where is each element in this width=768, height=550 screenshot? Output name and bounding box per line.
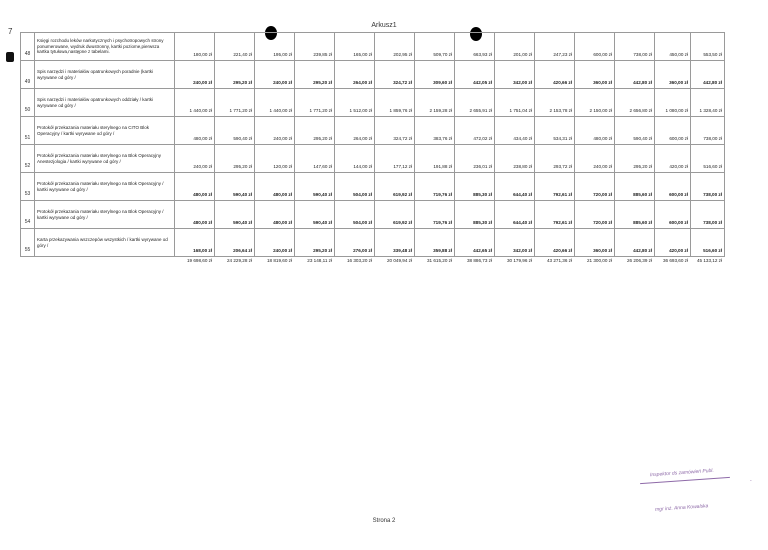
item-description: Protokół przekazania materiału sterylnego na Blok Operacyjny Anestezjologia / kartki wyrywane od góry / (35, 145, 175, 173)
table-row (21, 229, 725, 257)
price-cell: 309,60 zł (415, 61, 455, 89)
total-cell: 38 886,73 zł (466, 257, 492, 263)
price-cell: 516,60 zł (691, 229, 725, 257)
price-cell: 342,00 zł (495, 61, 535, 89)
price-cell: 480,00 zł (175, 117, 215, 145)
price-cell: 2 656,80 zł (615, 89, 655, 117)
price-cell: 177,12 zł (375, 145, 415, 173)
price-cell: 1 080,00 zł (655, 89, 691, 117)
table-row (21, 201, 725, 229)
price-cell: 738,00 zł (615, 33, 655, 61)
price-cell: 504,00 zł (335, 201, 375, 229)
price-cell: 295,20 zł (295, 117, 335, 145)
price-cell: 240,00 zł (255, 61, 295, 89)
price-cell: 600,00 zł (655, 201, 691, 229)
price-cell: 295,20 zł (215, 145, 255, 173)
table-row (21, 33, 725, 61)
price-cell: 1 771,20 zł (295, 89, 335, 117)
price-cell: 2 655,91 zł (455, 89, 495, 117)
page-footer: Strona 2 (372, 518, 396, 524)
item-description: Karta przekazywania wszczepów wszystkich / kartki wyrywane od góry / (35, 229, 175, 257)
price-cell: 885,30 zł (455, 173, 495, 201)
row-number: 48 (21, 33, 35, 61)
total-cell: 18 819,60 zł (266, 257, 292, 263)
price-cell: 236,01 zł (455, 145, 495, 173)
price-cell: 240,00 zł (175, 61, 215, 89)
table-row (21, 61, 725, 89)
price-cell: 534,31 zł (535, 117, 575, 145)
price-cell: 295,20 zł (215, 61, 255, 89)
price-cell: 247,23 zł (535, 33, 575, 61)
price-cell: 324,72 zł (375, 61, 415, 89)
price-cell: 293,72 zł (535, 145, 575, 173)
price-cell: 504,00 zł (335, 173, 375, 201)
price-cell: 240,00 zł (255, 229, 295, 257)
total-cell: 26 206,39 zł (626, 257, 652, 263)
price-cell: 885,30 zł (455, 201, 495, 229)
price-cell: 738,00 zł (691, 173, 725, 201)
item-description: Spis narzędzi i materiałów opatrunkowych poradnie (kartki wyrywane od góry / (35, 61, 175, 89)
price-cell: 792,61 zł (535, 201, 575, 229)
price-cell: 339,48 zł (375, 229, 415, 257)
price-cell: 360,00 zł (575, 61, 615, 89)
price-cell: 480,00 zł (175, 201, 215, 229)
page-number-mark: 7 (8, 27, 13, 36)
total-cell: 24 229,28 zł (226, 257, 252, 263)
price-cell: 644,40 zł (495, 173, 535, 201)
price-cell: 590,40 zł (215, 173, 255, 201)
total-cell: 30 179,96 zł (506, 257, 532, 263)
table-body (21, 33, 725, 257)
price-cell: 442,65 zł (455, 229, 495, 257)
price-cell: 450,00 zł (655, 33, 691, 61)
price-cell: 619,92 zł (375, 201, 415, 229)
price-cell: 619,92 zł (375, 173, 415, 201)
price-cell: 295,20 zł (295, 61, 335, 89)
price-cell: 442,05 zł (455, 61, 495, 89)
price-cell: 420,66 zł (535, 229, 575, 257)
price-cell: 168,00 zł (175, 229, 215, 257)
price-cell: 738,00 zł (691, 201, 725, 229)
price-cell: 295,20 zł (615, 145, 655, 173)
price-cell: 516,60 zł (691, 145, 725, 173)
price-cell: 383,76 zł (415, 117, 455, 145)
price-cell: 480,00 zł (175, 173, 215, 201)
total-cell: 43 271,36 zł (546, 257, 572, 263)
item-description: Protokół przekazania materiału sterylnego na CITO Blok Operacyjny / kartki wyrywane od góry / (35, 117, 175, 145)
price-cell: 420,00 zł (655, 145, 691, 173)
price-cell: 147,60 zł (295, 145, 335, 173)
price-cell: 720,00 zł (575, 201, 615, 229)
price-cell: 720,00 zł (575, 173, 615, 201)
price-cell: 590,40 zł (295, 173, 335, 201)
price-cell: 792,61 zł (535, 173, 575, 201)
stamp-text-bottom: mgr inż. Anna Kowalska (654, 503, 709, 513)
table-row (21, 145, 725, 173)
price-cell: 509,70 zł (415, 33, 455, 61)
total-cell: 36 693,60 zł (662, 257, 688, 263)
price-cell: 191,88 zł (415, 145, 455, 173)
price-cell: 324,72 zł (375, 117, 415, 145)
price-cell: 2 159,28 zł (415, 89, 455, 117)
price-cell: 420,66 zł (535, 61, 575, 89)
row-number: 54 (21, 201, 35, 229)
price-cell: 1 440,00 zł (255, 89, 295, 117)
price-table (20, 32, 725, 257)
item-description: Księgi rozchodu leków narkotycznych i psychotropowych strony ponumerowane, wydruk dwustronny, kartki poziome,pierwsza kartka tytułowa,następne z tabelami. (35, 33, 175, 61)
sheet-title: Arkusz1 (371, 22, 397, 29)
row-number: 50 (21, 89, 35, 117)
price-cell: 240,00 zł (575, 145, 615, 173)
price-cell: 480,00 zł (255, 201, 295, 229)
scan-spot (6, 52, 14, 62)
row-number: 49 (21, 61, 35, 89)
price-cell: 644,40 zł (495, 201, 535, 229)
price-cell: 472,02 zł (455, 117, 495, 145)
price-cell: 2 153,78 zł (535, 89, 575, 117)
price-cell: 480,00 zł (255, 173, 295, 201)
price-cell: 239,85 zł (295, 33, 335, 61)
price-cell: 180,00 zł (175, 33, 215, 61)
total-cell: 19 698,60 zł (186, 257, 212, 263)
item-description: Spis narzędzi i materiałów opatrunkowych oddziały / kartki wyrywane od góry / (35, 89, 175, 117)
stamp-tick: - (750, 478, 752, 484)
price-cell: 442,80 zł (691, 61, 725, 89)
item-description: Protokół przekazania materiału sterylnego na Blok Operacyjny / kartki wyrywane od góry / (35, 173, 175, 201)
price-cell: 590,40 zł (615, 117, 655, 145)
stamp-text-top: Inspektor ds zamówień Publ. (649, 467, 715, 479)
price-cell: 276,00 zł (335, 229, 375, 257)
price-cell: 221,40 zł (215, 33, 255, 61)
price-cell: 590,40 zł (215, 117, 255, 145)
price-cell: 295,20 zł (295, 229, 335, 257)
price-cell: 885,60 zł (615, 173, 655, 201)
row-number: 53 (21, 173, 35, 201)
price-cell: 359,88 zł (415, 229, 455, 257)
price-cell: 206,64 zł (215, 229, 255, 257)
price-cell: 342,00 zł (495, 229, 535, 257)
price-cell: 1 859,76 zł (375, 89, 415, 117)
total-cell: 21 300,00 zł (586, 257, 612, 263)
total-cell: 20 049,94 zł (386, 257, 412, 263)
price-cell: 885,60 zł (615, 201, 655, 229)
price-cell: 360,00 zł (575, 229, 615, 257)
price-cell: 663,93 zł (455, 33, 495, 61)
total-cell: 31 615,20 zł (426, 257, 452, 263)
price-cell: 195,00 zł (255, 33, 295, 61)
price-cell: 719,76 zł (415, 173, 455, 201)
price-cell: 144,00 zł (335, 145, 375, 173)
price-cell: 1 771,20 zł (215, 89, 255, 117)
price-cell: 1 751,04 zł (495, 89, 535, 117)
price-cell: 2 150,00 zł (575, 89, 615, 117)
price-cell: 120,00 zł (255, 145, 295, 173)
price-cell: 165,00 zł (335, 33, 375, 61)
price-cell: 264,00 zł (335, 61, 375, 89)
price-cell: 202,95 zł (375, 33, 415, 61)
price-cell: 434,40 zł (495, 117, 535, 145)
price-cell: 719,76 zł (415, 201, 455, 229)
price-cell: 420,00 zł (655, 229, 691, 257)
price-cell: 600,00 zł (655, 117, 691, 145)
price-cell: 442,80 zł (615, 61, 655, 89)
row-number: 52 (21, 145, 35, 173)
total-cell: 23 148,11 zł (307, 257, 332, 263)
price-cell: 600,00 zł (575, 33, 615, 61)
price-cell: 590,40 zł (215, 201, 255, 229)
price-cell: 264,00 zł (335, 117, 375, 145)
price-cell: 442,80 zł (615, 229, 655, 257)
total-cell: 16 303,20 zł (346, 257, 372, 263)
price-cell: 240,00 zł (255, 117, 295, 145)
price-cell: 360,00 zł (655, 61, 691, 89)
price-cell: 600,00 zł (655, 173, 691, 201)
price-cell: 590,40 zł (295, 201, 335, 229)
price-cell: 1 440,00 zł (175, 89, 215, 117)
totals-row (20, 256, 724, 264)
table-row (21, 117, 725, 145)
price-cell: 238,80 zł (495, 145, 535, 173)
row-number: 55 (21, 229, 35, 257)
price-cell: 240,00 zł (175, 145, 215, 173)
price-cell: 480,00 zł (575, 117, 615, 145)
price-cell: 1 328,40 zł (691, 89, 725, 117)
table-row (21, 173, 725, 201)
item-description: Protokół przekazania materiału sterylnego na Blok Operacyjny / kartki wyrywane od góry / (35, 201, 175, 229)
price-cell: 1 512,00 zł (335, 89, 375, 117)
row-number: 51 (21, 117, 35, 145)
price-cell: 738,00 zł (691, 117, 725, 145)
price-cell: 201,00 zł (495, 33, 535, 61)
price-cell: 553,50 zł (691, 33, 725, 61)
table-row (21, 89, 725, 117)
total-cell: 45 133,12 zł (696, 257, 722, 263)
